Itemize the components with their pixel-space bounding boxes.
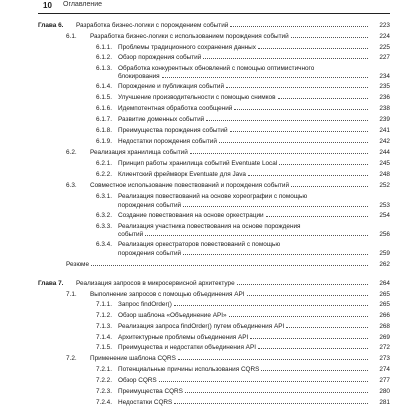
- toc-entry[interactable]: [66, 182, 390, 191]
- page-ref: 245: [379, 160, 390, 167]
- page-ref: 256: [379, 231, 390, 239]
- toc-entry[interactable]: [96, 334, 390, 343]
- entry-title-last-line: [118, 171, 370, 180]
- entry-title-text: Обзор порождения событий: [118, 54, 202, 61]
- dot-leader: [183, 254, 368, 255]
- entry-title-text: Совместное использование повествований и порождения событий: [90, 182, 290, 189]
- entry-title-text: Преимущества и недостатки объединения API: [118, 344, 256, 351]
- entry-title-text: порождения событий: [118, 249, 182, 257]
- toc-entry[interactable]: [96, 83, 390, 92]
- toc-entry[interactable]: [96, 44, 390, 53]
- entry-title-last-line: [118, 116, 370, 125]
- entry-title-last-line: [118, 344, 370, 353]
- entry-title-text: Резюме: [66, 260, 89, 268]
- section-number: 7.2.3.: [96, 388, 112, 395]
- dot-leader: [219, 142, 368, 143]
- toc-entry[interactable]: [96, 241, 390, 258]
- chapter-number: Глава 6.: [38, 22, 64, 29]
- dot-leader: [229, 316, 368, 317]
- dot-leader: [266, 216, 368, 217]
- section-number: 6.3.4.: [96, 241, 112, 248]
- entry-title: [76, 22, 370, 31]
- entry-title-text: Обзор CQRS: [118, 377, 157, 384]
- toc-entry[interactable]: [96, 223, 390, 240]
- page-ref: 235: [379, 83, 390, 90]
- entry-title-text: Разработка бизнес-логики с порождением событий: [76, 22, 229, 29]
- entry-title-text: Развитие доменных событий: [118, 116, 205, 123]
- section-number: 6.1.1.: [96, 43, 112, 51]
- entry-title-text: событий: [118, 231, 144, 239]
- page-ref: 225: [379, 43, 390, 51]
- page-ref: 253: [379, 201, 390, 209]
- toc-entry[interactable]: [96, 399, 390, 408]
- entry-title-last-line: [76, 22, 370, 31]
- page-ref: 268: [379, 323, 390, 330]
- dot-leader: [203, 58, 368, 59]
- entry-title-last-line: [118, 301, 370, 310]
- entry-title: [118, 301, 370, 310]
- section-number: 6.3.1.: [96, 193, 112, 200]
- entry-title-last-line: [118, 366, 370, 375]
- dot-leader: [279, 164, 368, 165]
- toc-entry[interactable]: [96, 366, 390, 375]
- section-number: 7.1.1.: [96, 301, 112, 308]
- entry-title-last-line: [118, 94, 370, 103]
- entry-title-text: Недостатки CQRS: [118, 399, 173, 406]
- entry-title-text: Создание повествования на основе оркестрации: [118, 212, 264, 219]
- page-ref: 272: [379, 344, 390, 351]
- dot-leader: [258, 48, 368, 49]
- entry-title-last-line: [118, 73, 370, 82]
- section-number: 6.2.1.: [96, 160, 112, 167]
- toc-entry[interactable]: [96, 193, 390, 210]
- page-ref: 273: [379, 355, 390, 362]
- toc-entry[interactable]: [96, 388, 390, 397]
- section-number: 7.1.: [66, 290, 77, 298]
- entry-title-last-line: [118, 202, 370, 211]
- dot-leader: [291, 37, 368, 38]
- entry-title: [118, 377, 370, 386]
- entry-title-line: Реализация участника повествования на основе порождения: [118, 222, 301, 230]
- toc-entry[interactable]: [96, 127, 390, 136]
- entry-title-last-line: [90, 355, 370, 364]
- page-ref: 265: [379, 301, 390, 308]
- dot-leader: [261, 370, 368, 371]
- section-number: 6.2.: [66, 149, 77, 156]
- page-ref: 265: [379, 290, 390, 298]
- toc-entry[interactable]: [96, 65, 390, 82]
- entry-title-last-line: [118, 399, 370, 408]
- entry-title: [118, 193, 370, 210]
- entry-title: [118, 223, 370, 240]
- entry-title: [118, 105, 370, 114]
- dot-leader: [178, 359, 368, 360]
- entry-title-last-line: [118, 323, 370, 332]
- entry-title-text: Порождение и публикация событий: [118, 83, 225, 90]
- page-ref: 252: [379, 182, 390, 189]
- page-ref: 269: [379, 333, 390, 341]
- entry-title-text: Применение шаблона CQRS: [90, 355, 176, 362]
- toc-entry[interactable]: [96, 377, 390, 386]
- page-ref: 248: [379, 171, 390, 178]
- page-ref: 242: [379, 138, 390, 145]
- entry-title-text: Реализация запроса findOrder() путем объединения API: [118, 323, 285, 330]
- entry-title-last-line: [66, 261, 370, 270]
- entry-title-line: Реализация повествований на основе хореографии с помощью: [118, 193, 308, 200]
- dot-leader: [258, 348, 368, 349]
- toc-entry[interactable]: [96, 323, 390, 332]
- toc-entry[interactable]: [66, 33, 390, 42]
- section-number: 6.1.5.: [96, 94, 112, 101]
- entry-title: [90, 33, 370, 42]
- page-ref: 264: [379, 280, 390, 287]
- entry-title: [118, 334, 370, 343]
- toc-entry[interactable]: [38, 22, 390, 31]
- page-ref: 234: [379, 73, 390, 81]
- entry-title-last-line: [76, 280, 370, 289]
- entry-title: [118, 212, 370, 221]
- entry-title: [118, 94, 370, 103]
- entry-title: [118, 388, 370, 397]
- section-number: 6.1.8.: [96, 127, 112, 134]
- entry-title: [118, 44, 370, 53]
- toc-entry[interactable]: [96, 171, 390, 180]
- dot-leader: [247, 295, 368, 296]
- dot-leader: [174, 403, 368, 404]
- entry-title-text: порождения событий: [118, 201, 182, 209]
- dot-leader: [174, 305, 368, 306]
- dot-leader: [206, 120, 368, 121]
- entry-title: [118, 138, 370, 147]
- dot-leader: [159, 381, 368, 382]
- toc-entry[interactable]: [96, 212, 390, 221]
- dot-leader: [226, 87, 368, 88]
- toc-entry[interactable]: [96, 105, 390, 114]
- entry-title-text: блокирования: [118, 73, 160, 81]
- section-number: 6.3.3.: [96, 222, 112, 230]
- dot-leader: [237, 284, 368, 285]
- toc-entry[interactable]: [66, 261, 390, 270]
- entry-title: [118, 83, 370, 92]
- toc-entry[interactable]: [96, 54, 390, 63]
- section-number: 6.2.2.: [96, 171, 112, 178]
- entry-title-last-line: [118, 127, 370, 136]
- entry-title-last-line: [118, 231, 370, 240]
- page-ref: 281: [379, 399, 390, 406]
- entry-title-last-line: [118, 105, 370, 114]
- chapter-number: Глава 7.: [38, 280, 64, 287]
- entry-title: [90, 291, 370, 300]
- page-ref: 223: [379, 22, 390, 29]
- entry-title-text: Запрос findOrder(): [118, 301, 172, 308]
- toc-entry[interactable]: [96, 116, 390, 125]
- entry-title: [76, 280, 370, 289]
- page-number: 10: [43, 1, 52, 10]
- section-number: 7.1.3.: [96, 323, 112, 330]
- section-number: 6.3.: [66, 182, 77, 189]
- entry-title: [118, 171, 370, 180]
- dot-leader: [145, 235, 368, 236]
- dot-leader: [230, 26, 368, 27]
- page-ref: 238: [379, 105, 390, 112]
- section-number: 7.2.4.: [96, 399, 112, 406]
- entry-title-last-line: [118, 312, 370, 321]
- entry-title-last-line: [90, 149, 370, 158]
- entry-title-last-line: [118, 377, 370, 386]
- entry-title-last-line: [118, 334, 370, 343]
- toc-entry[interactable]: [38, 280, 390, 289]
- section-number: 7.2.: [66, 355, 77, 362]
- entry-title-text: Реализация запросов в микросервисной архитектуре: [76, 280, 235, 287]
- dot-leader: [286, 327, 368, 328]
- page-ref: 280: [379, 388, 390, 395]
- dot-leader: [230, 131, 368, 132]
- section-number: 7.2.1.: [96, 366, 112, 373]
- section-number: 6.1.: [66, 33, 77, 40]
- dot-leader: [183, 206, 368, 207]
- entry-title: [118, 65, 370, 82]
- entry-title-text: Выполнение запросов с помощью объединения API: [90, 290, 245, 298]
- entry-title: [118, 116, 370, 125]
- page-ref: 239: [379, 116, 390, 123]
- toc-entry[interactable]: [66, 291, 390, 300]
- entry-title-text: Недостатки порождения событий: [118, 138, 217, 145]
- page-ref: 236: [379, 94, 390, 101]
- toc-entry[interactable]: [96, 94, 390, 103]
- section-number: 6.1.7.: [96, 116, 112, 123]
- entry-title-last-line: [118, 138, 370, 147]
- entry-title-last-line: [118, 388, 370, 397]
- section-number: 6.1.9.: [96, 138, 112, 145]
- section-number: 6.1.4.: [96, 83, 112, 90]
- entry-title-text: Разработка бизнес-логики с использованием порождения событий: [90, 33, 289, 40]
- entry-title-last-line: [90, 182, 370, 191]
- page-ref: 277: [379, 377, 390, 384]
- dot-leader: [234, 109, 368, 110]
- dot-leader: [291, 186, 368, 187]
- page-ref: 274: [379, 366, 390, 373]
- page-ref: 224: [379, 33, 390, 40]
- entry-title-text: Улучшение производительности с помощью снимков: [118, 94, 276, 101]
- section-number: 7.1.2.: [96, 312, 112, 319]
- entry-title-last-line: [118, 54, 370, 63]
- entry-title: [90, 149, 370, 158]
- section-number: 7.1.5.: [96, 344, 112, 351]
- page-ref: 262: [379, 260, 390, 268]
- entry-title-line: Реализация оркестраторов повествований с помощью: [118, 241, 281, 248]
- section-number: 6.1.3.: [96, 64, 112, 72]
- dot-leader: [190, 153, 368, 154]
- dot-leader: [185, 392, 368, 393]
- section-number: 7.2.2.: [96, 377, 112, 384]
- section-number: 6.1.6.: [96, 105, 112, 112]
- section-number: 7.1.4.: [96, 333, 112, 341]
- entry-title: [118, 323, 370, 332]
- entry-title-text: Принцип работы хранилища событий Eventuate Local: [118, 160, 278, 167]
- toc-entry[interactable]: [66, 149, 390, 158]
- dot-leader: [91, 265, 368, 266]
- entry-title-text: Проблемы традиционного сохранения данных: [118, 43, 256, 51]
- page-ref: 266: [379, 312, 390, 319]
- entry-title-text: Идемпотентная обработка сообщений: [118, 105, 233, 112]
- entry-title-text: Архитектурные проблемы объединения API: [118, 333, 249, 341]
- toc-entry[interactable]: [96, 344, 390, 353]
- page-ref: 241: [379, 127, 390, 134]
- page-ref: 254: [379, 212, 390, 219]
- toc-entry[interactable]: [96, 160, 390, 169]
- entry-title: [118, 160, 370, 169]
- entry-title-text: Реализация хранилища событий: [90, 149, 188, 156]
- entry-title-text: Клиентский фреймворк Eventuate для Java: [118, 171, 246, 178]
- toc-entry[interactable]: [66, 355, 390, 364]
- entry-title-last-line: [118, 44, 370, 53]
- entry-title: [118, 366, 370, 375]
- entry-title: [118, 127, 370, 136]
- dot-leader: [278, 98, 369, 99]
- entry-title-last-line: [118, 250, 370, 259]
- toc-entry[interactable]: [96, 301, 390, 310]
- entry-title-last-line: [118, 160, 370, 169]
- section-number: 6.1.2.: [96, 54, 112, 61]
- entry-title-last-line: [118, 212, 370, 221]
- entry-title: [90, 182, 370, 191]
- entry-title: [118, 312, 370, 321]
- entry-title-text: Потенциальные причины использования CQRS: [118, 366, 260, 373]
- page-ref: 244: [379, 149, 390, 156]
- dot-leader: [250, 338, 368, 339]
- dot-leader: [248, 175, 368, 176]
- page-ref: 227: [379, 54, 390, 61]
- entry-title-text: Преимущества порождения событий: [118, 127, 228, 134]
- entry-title-line: Обработка конкурентных обновлений с помощью оптимистичного: [118, 64, 315, 72]
- entry-title: [90, 355, 370, 364]
- running-title: Оглавление: [63, 1, 103, 8]
- entry-title-last-line: [90, 291, 370, 300]
- toc-entry[interactable]: [96, 312, 390, 321]
- entry-title: [118, 241, 370, 258]
- toc-entry[interactable]: [96, 138, 390, 147]
- entry-title: [118, 54, 370, 63]
- entry-title: [66, 261, 370, 270]
- entry-title-last-line: [118, 83, 370, 92]
- entry-title: [118, 344, 370, 353]
- section-number: 6.3.2.: [96, 212, 112, 219]
- entry-title-text: Преимущества CQRS: [118, 388, 183, 395]
- entry-title-last-line: [90, 33, 370, 42]
- entry-title-text: Обзор шаблона «Объединение API»: [118, 312, 227, 319]
- entry-title: [118, 399, 370, 408]
- page-ref: 259: [379, 249, 390, 257]
- dot-leader: [162, 77, 368, 78]
